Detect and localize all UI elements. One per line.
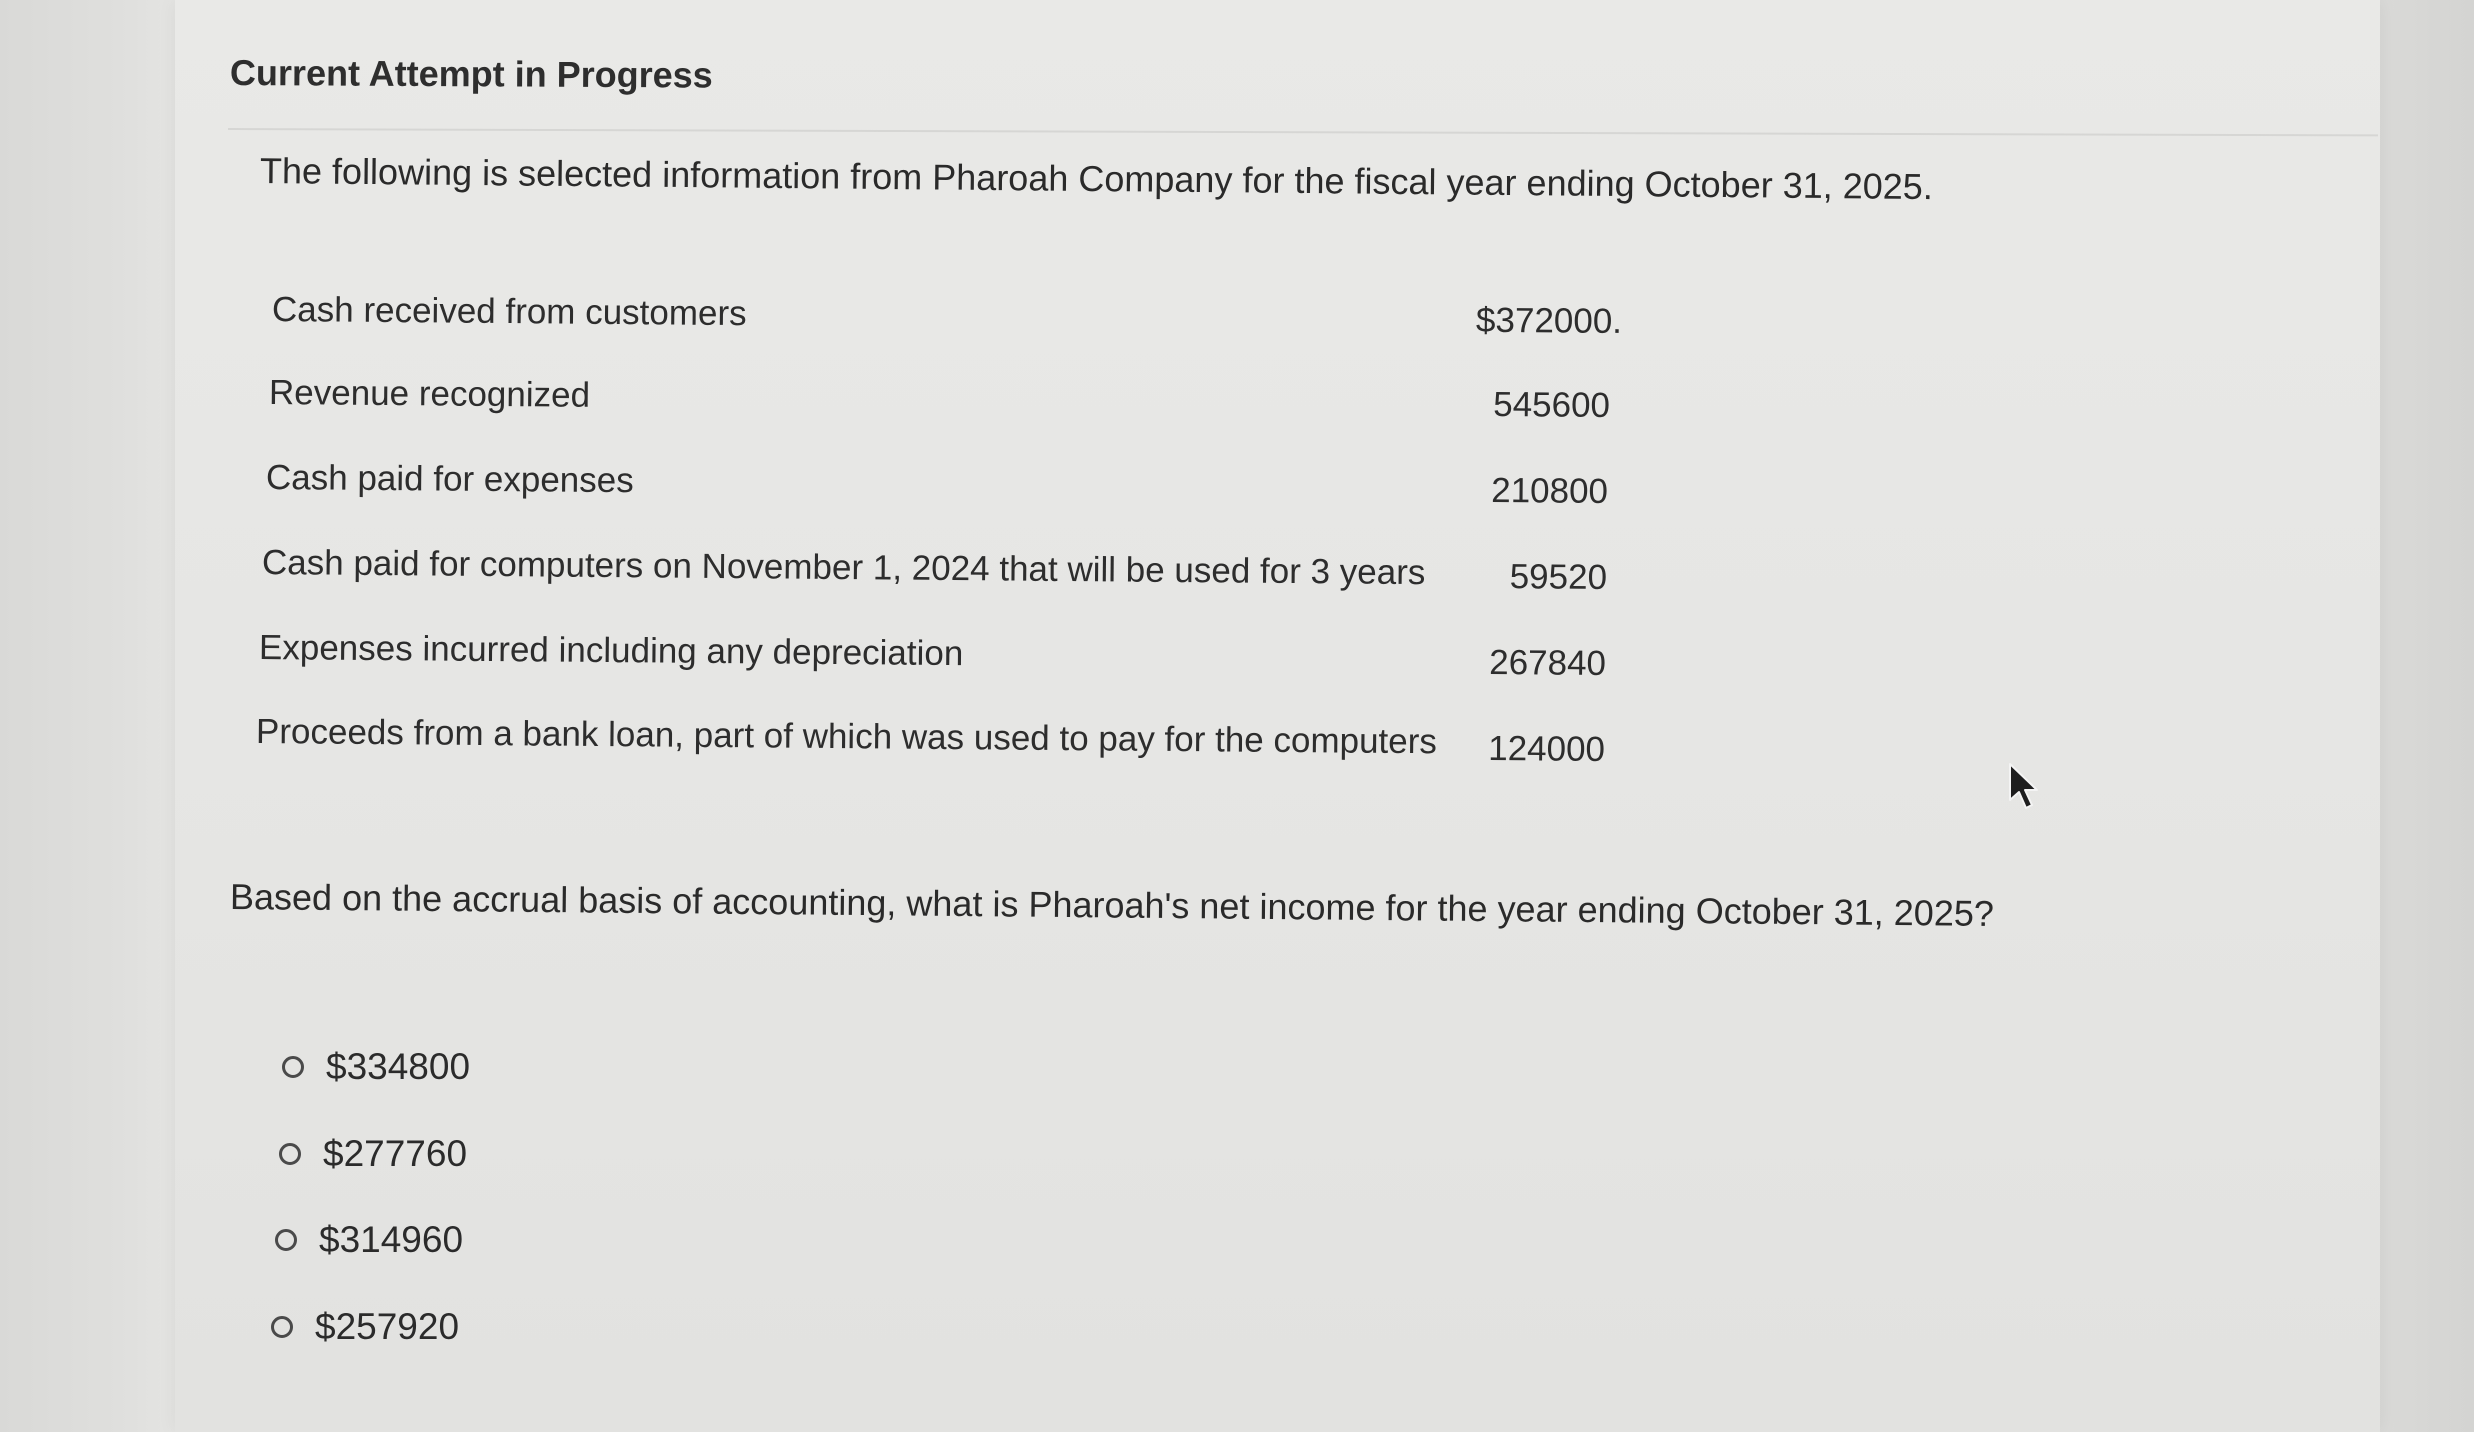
table-row-value: 124000	[1488, 728, 1606, 769]
table-row-label: Cash paid for computers on November 1, 2024 that will be used for 3 years	[261, 543, 1426, 593]
answer-option-label: $277760	[323, 1133, 468, 1174]
table-row-label: Cash paid for expenses	[265, 458, 634, 501]
answer-option-label: $257920	[315, 1306, 460, 1347]
table-row-label: Proceeds from a bank loan, part of which was used to pay for the computers	[255, 712, 1438, 762]
table-row-value: 267840	[1489, 642, 1607, 683]
answer-option-label: $314960	[319, 1219, 464, 1260]
table-row-value: 59520	[1509, 557, 1608, 597]
radio-button-icon[interactable]	[275, 1229, 297, 1251]
mouse-pointer-icon	[2007, 762, 2041, 812]
problem-intro: The following is selected information from Pharoah Company for the fiscal year ending October 31, 2025.	[259, 150, 1934, 208]
radio-button-icon[interactable]	[271, 1316, 293, 1338]
question-text: Based on the accrual basis of accounting, what is Pharoah's net income for the year ending October 31, 2025?	[229, 876, 1995, 934]
answer-option[interactable]	[282, 1046, 470, 1088]
table-row-label: Expenses incurred including any depreciation	[258, 628, 964, 674]
answer-option-label: $334800	[326, 1046, 471, 1087]
radio-button-icon[interactable]	[279, 1143, 301, 1165]
answer-option[interactable]	[275, 1219, 463, 1261]
table-row-value: 545600	[1493, 384, 1611, 425]
answer-option[interactable]	[271, 1306, 459, 1348]
table-row-value: 210800	[1491, 470, 1609, 511]
table-row-label: Revenue recognized	[268, 373, 591, 415]
answer-option[interactable]	[279, 1133, 467, 1175]
table-row-value: $372000.	[1475, 300, 1623, 341]
table-row-label: Cash received from customers	[271, 290, 747, 334]
page-title: Current Attempt in Progress	[229, 52, 713, 96]
radio-button-icon[interactable]	[282, 1056, 304, 1078]
